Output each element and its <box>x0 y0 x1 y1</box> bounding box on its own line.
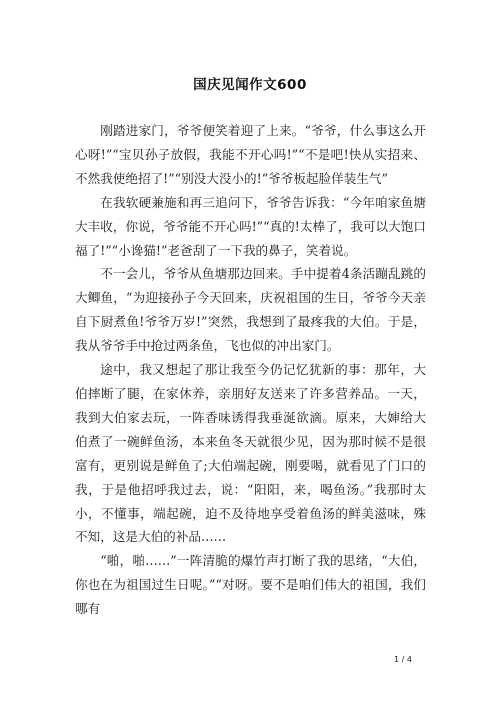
page-number: 1 / 4 <box>394 655 412 664</box>
paragraph: 途中，我又想起了那让我至今仍记忆犹新的事：那年，大伯摔断了腿，在家休养，亲朋好友送来了许多营养品。一天，我到大伯家去玩，一阵香味诱得我垂涎欲滴。原来，大婶给大伯煮了一碗鲜鱼汤，本来鱼冬天就很少见，因为那时候不是很富有，更别说是鲜鱼了;大伯端起碗，刚要喝，就看见了门口的我，于是他招呼我过去，说：“阳阳，来，喝鱼汤。”我那时太小，不懂事，端起碗，迫不及待地享受着鱼汤的鲜美滋味，殊不知，这是大伯的补品…… <box>75 362 426 545</box>
page-title: 国庆见闻作文600 <box>193 77 307 93</box>
paragraph: 刚踏进家门，爷爷便笑着迎了上来。“爷爷，什么事这么开心呀!”“宝贝孙子放假，我能不开心吗!”“不是吧!快从实招来、不然我使绝招了!”“别没大没小的!”爷爷板起脸佯装生气” <box>75 123 426 186</box>
essay-body <box>75 119 426 621</box>
paragraph: 不一会儿，爷爷从鱼塘那边回来。手中提着4条活蹦乱跳的大鲫鱼，“为迎接孙子今天回来，庆祝祖国的生日，爷爷今天亲自下厨煮鱼!爷爷万岁!”突然，我想到了最疼我的大伯。于是，我从爷爷手中抢过两条鱼，飞也似的冲出家门。 <box>75 266 426 354</box>
paragraph: “啪，啪……”一阵清脆的爆竹声打断了我的思绪，“大伯，你也在为祖国过生日呢。”“对呀。要不是咱们伟大的祖国，我们哪有 <box>75 553 426 617</box>
paragraph: 在我软硬兼施和再三追问下，爷爷告诉我：“今年咱家鱼塘大丰收，你说，爷爷能不开心吗!”“真的!太棒了，我可以大饱口福了!”“小谗猫!”老爸刮了一下我的鼻子，笑着说。 <box>75 194 426 258</box>
